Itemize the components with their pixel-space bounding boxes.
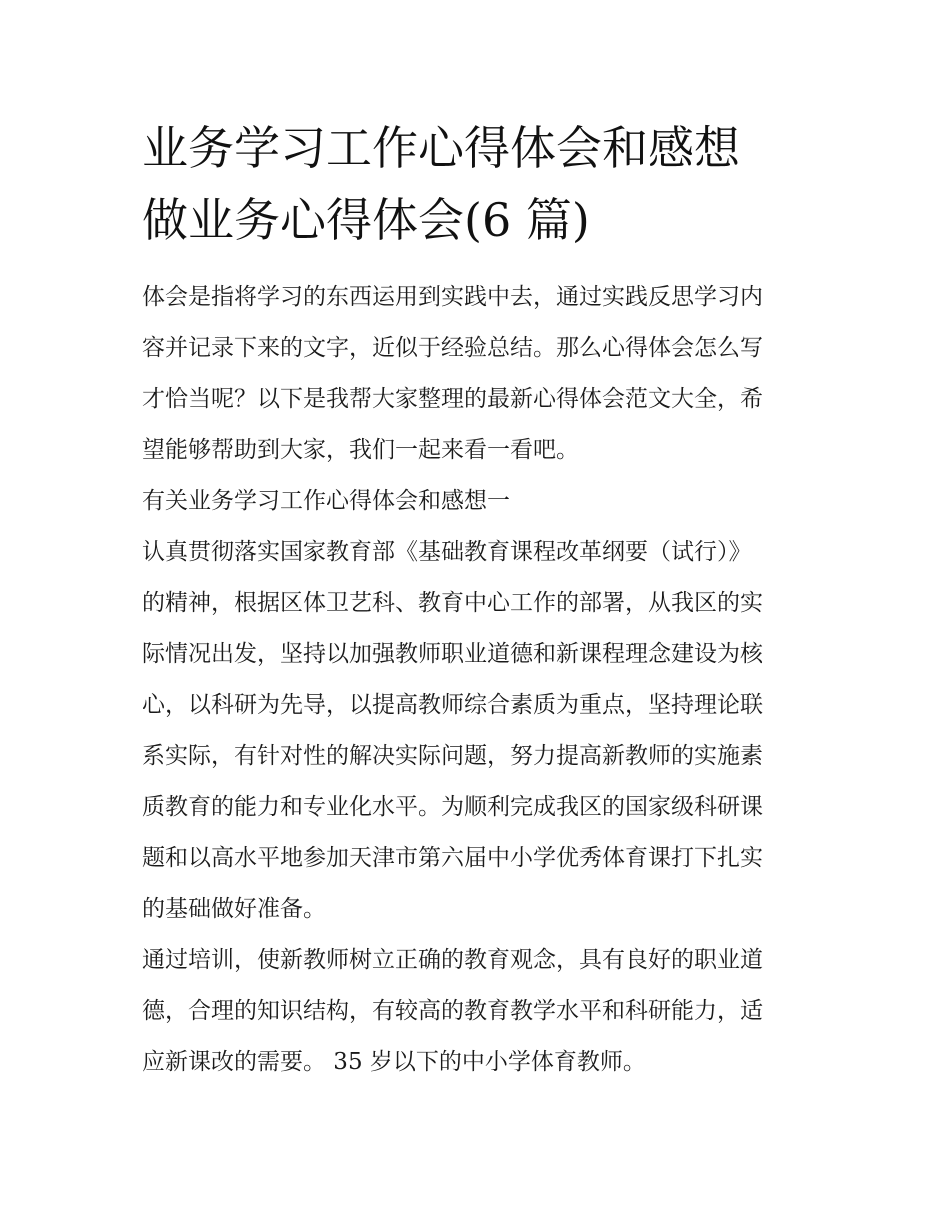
text-line: 通过培训，使新教师树立正确的教育观念，具有良好的职业道	[142, 947, 763, 973]
text-line: 际情况出发，坚持以加强教师职业道德和新课程理念建设为核	[142, 641, 763, 667]
text-line: 体会是指将学习的东西运用到实践中去，通过实践反思学习内	[142, 284, 763, 310]
intro-paragraph	[142, 272, 814, 476]
text-line: 容并记录下来的文字，近似于经验总结。那么心得体会怎么写	[142, 335, 763, 361]
text-line: 系实际，有针对性的解决实际问题，努力提高新教师的实施素	[142, 743, 763, 769]
document-body	[142, 272, 814, 1088]
body-paragraph	[142, 935, 814, 1088]
document-page	[142, 112, 814, 1088]
text-line: 心，以科研为先导，以提高教师综合素质为重点，坚持理论联	[142, 692, 763, 718]
text-line: 有关业务学习工作心得体会和感想一	[142, 488, 510, 514]
text-line: 应新课改的需要。 35 岁以下的中小学体育教师。	[142, 1049, 646, 1075]
text-line: 质教育的能力和专业化水平。为顺利完成我区的国家级科研课	[142, 794, 763, 820]
title-line-1: 业务学习工作心得体会和感想	[142, 121, 740, 175]
document-title	[142, 112, 814, 256]
text-line: 才恰当呢？以下是我帮大家整理的最新心得体会范文大全，希	[142, 386, 763, 412]
text-line: 的基础做好准备。	[142, 896, 326, 922]
text-line: 德，合理的知识结构，有较高的教育教学水平和科研能力，适	[142, 998, 763, 1024]
title-line-2: 做业务心得体会(6 篇)	[142, 193, 590, 247]
body-paragraph	[142, 527, 814, 935]
text-line: 的精神，根据区体卫艺科、教育中心工作的部署，从我区的实	[142, 590, 763, 616]
section-heading	[142, 476, 814, 527]
text-line: 题和以高水平地参加天津市第六届中小学优秀体育课打下扎实	[142, 845, 763, 871]
text-line: 望能够帮助到大家，我们一起来看一看吧。	[142, 437, 579, 463]
text-line: 认真贯彻落实国家教育部《基础教育课程改革纲要（试行）》	[142, 539, 752, 565]
